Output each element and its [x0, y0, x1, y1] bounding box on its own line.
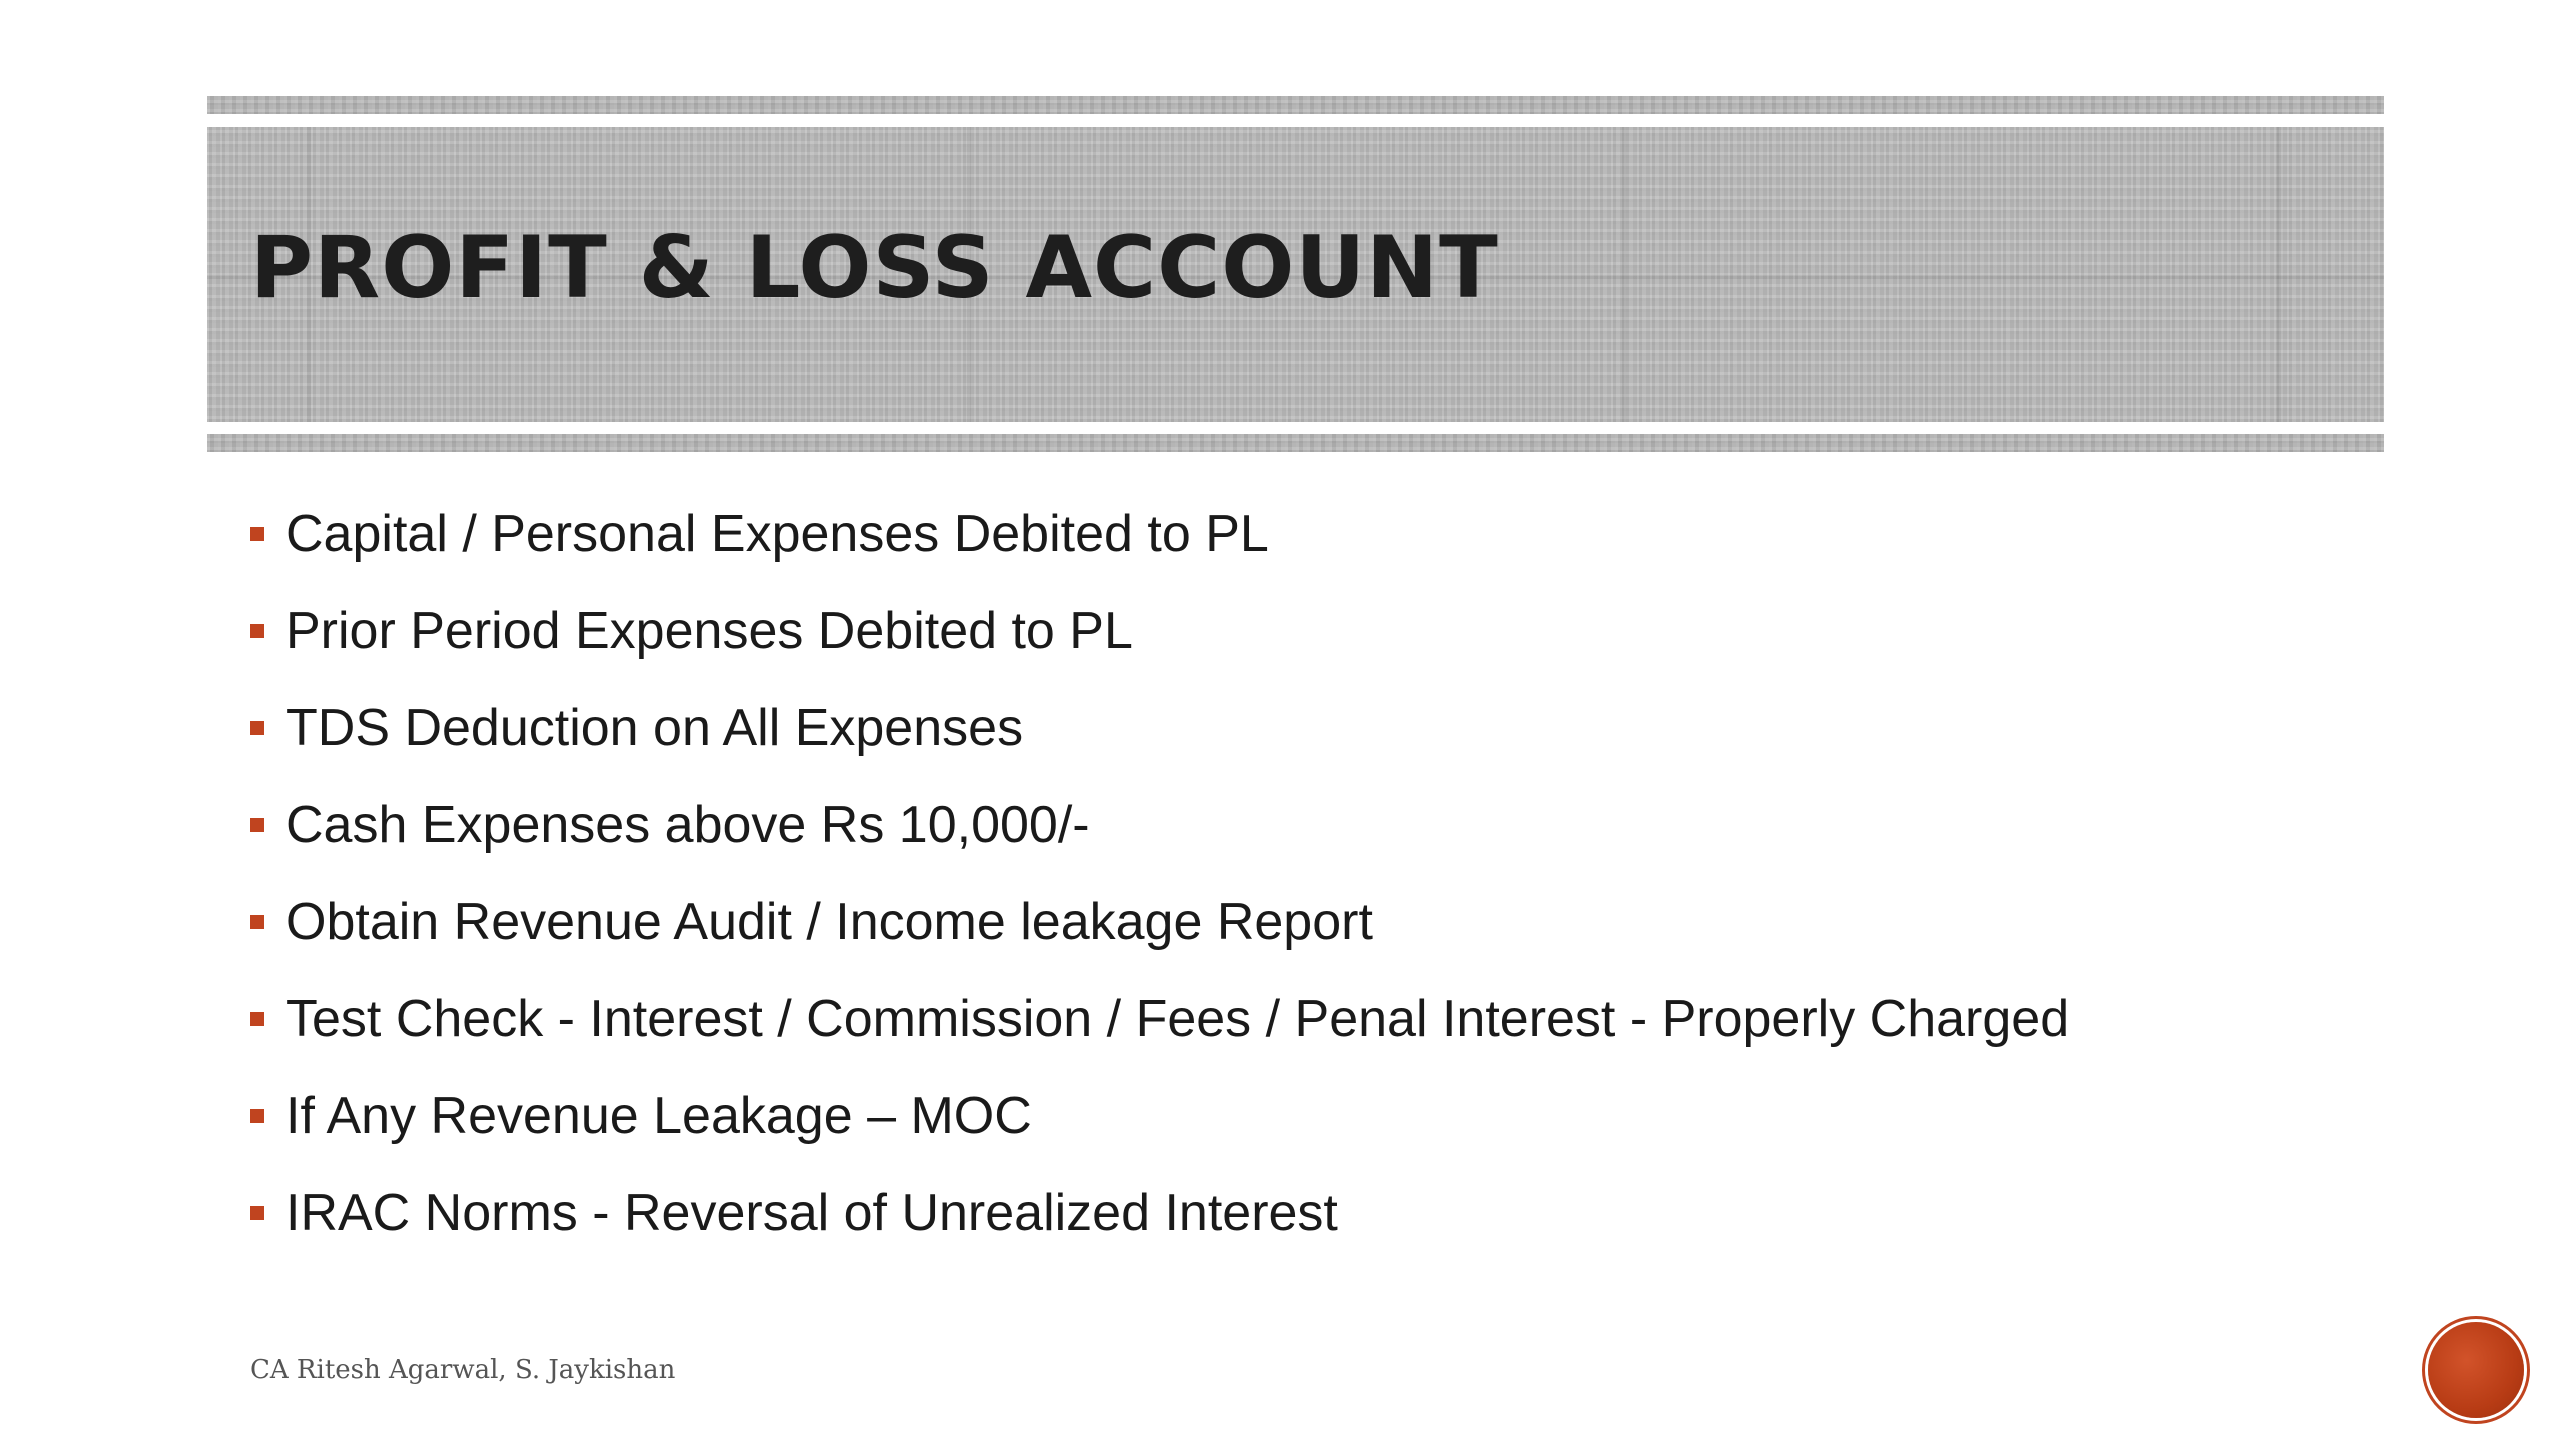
square-bullet-icon	[250, 1109, 264, 1123]
bullet-item	[250, 1178, 1338, 1248]
bullet-item	[250, 790, 1090, 860]
bullet-text: TDS Deduction on All Expenses	[286, 699, 1024, 757]
bullet-item	[250, 984, 2069, 1054]
square-bullet-icon	[250, 1206, 264, 1220]
bullet-text: If Any Revenue Leakage – MOC	[286, 1087, 1032, 1145]
bullet-text: Prior Period Expenses Debited to PL	[286, 602, 1133, 660]
square-bullet-icon	[250, 721, 264, 735]
bullet-item	[250, 499, 1269, 569]
footer-author: CA Ritesh Agarwal, S. Jaykishan	[250, 1355, 676, 1385]
slide-title: PROFIT & LOSS ACCOUNT	[250, 218, 1499, 318]
square-bullet-icon	[250, 915, 264, 929]
bullet-item	[250, 693, 1023, 763]
square-bullet-icon	[250, 527, 264, 541]
bullet-text: Cash Expenses above Rs 10,000/-	[286, 796, 1090, 854]
square-bullet-icon	[250, 818, 264, 832]
title-banner-bottom-stripe	[207, 434, 2384, 452]
bullet-text: Obtain Revenue Audit / Income leakage Report	[286, 893, 1373, 951]
square-bullet-icon	[250, 624, 264, 638]
square-bullet-icon	[250, 1012, 264, 1026]
slide-number-circle-icon	[2428, 1322, 2524, 1418]
bullet-text: Test Check - Interest / Commission / Fees / Penal Interest - Properly Charged	[286, 990, 2070, 1048]
title-banner-top-stripe	[207, 96, 2384, 114]
bullet-text: IRAC Norms - Reversal of Unrealized Interest	[286, 1184, 1338, 1242]
bullet-item	[250, 887, 1373, 957]
bullet-item	[250, 596, 1133, 666]
bullet-text: Capital / Personal Expenses Debited to PL	[286, 505, 1269, 563]
bullet-item	[250, 1081, 1032, 1151]
